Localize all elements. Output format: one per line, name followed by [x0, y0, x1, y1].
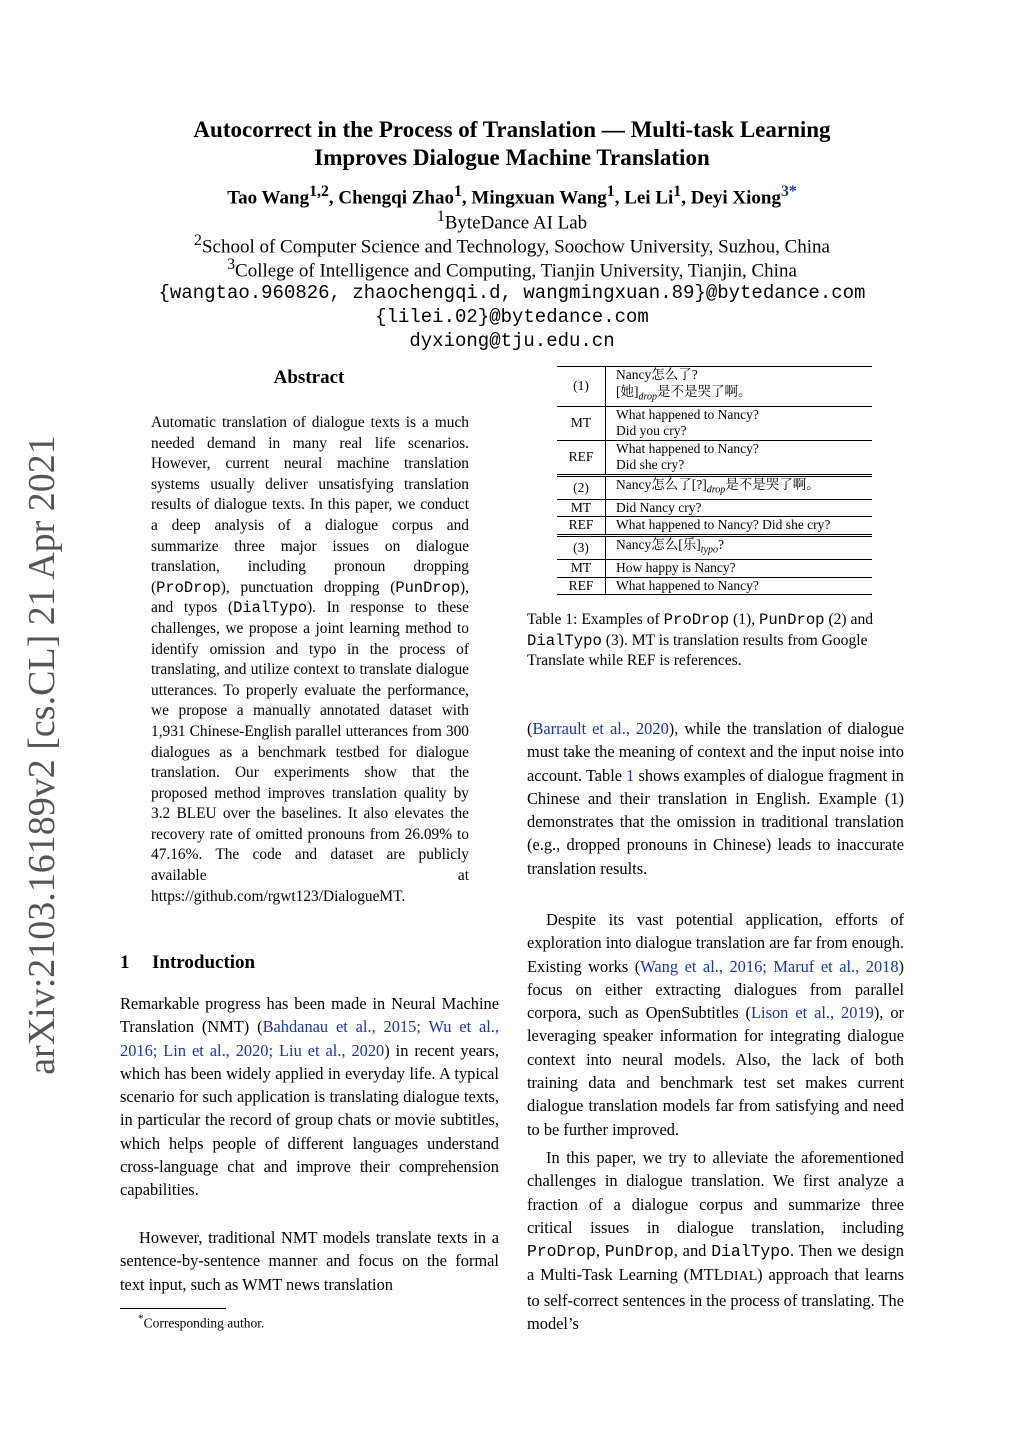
paragraph-text: In this paper, we try to alleviate the aforementioned challenges in dialogue translation. We first analyze a fraction of a dialogue corpus and summarize three critical issues in dialogue translation, including — [527, 1148, 904, 1237]
paragraph-text: ), or leveraging speaker information for integrating dialogue context into neural models. Also, the lack of both training data and benchmark test set makes current dialogue translation models far from satisfying and need to be further improved. — [527, 1003, 905, 1139]
paragraph-text: ) approach that learns to self-correct sentences in the process of translating. The model’s — [527, 1265, 905, 1334]
table-row — [557, 475, 872, 499]
term-pundrop: PunDrop — [759, 611, 825, 629]
row-content — [606, 406, 873, 440]
email-line-2: {lilei.02}@bytedance.com — [375, 306, 649, 328]
citation-link[interactable]: Wang et al., 2016 — [640, 956, 763, 976]
row-label: REF — [557, 577, 606, 595]
table-row — [557, 440, 872, 475]
footnote-mark: * — [138, 1313, 144, 1325]
paper-title — [120, 116, 904, 172]
subscript-tag: drop — [638, 391, 658, 403]
paragraph-text: , — [595, 1241, 605, 1261]
cell-line: Nancy怎么了? — [616, 367, 698, 382]
term-prodrop: ProDrop — [527, 1242, 596, 1262]
abstract-body — [151, 413, 469, 907]
affiliation-sup: 1 — [436, 208, 445, 225]
citation-link[interactable]: Liu et al., 2020 — [279, 1040, 385, 1060]
row-label: (3) — [557, 535, 606, 559]
footnote — [138, 1313, 264, 1332]
intro-paragraph-2: However, traditional NMT models translate texts in a sentence-by-sentence manner and focus on the formal text input, such as WMT news translation — [120, 1228, 499, 1294]
email-line-1: {wangtao.960826, zhaochengqi.d, wangmingxuan.89}@bytedance.com — [158, 282, 866, 304]
row-label: (1) — [557, 367, 606, 407]
citation-separator: ; — [268, 1040, 280, 1060]
affiliation-1 — [60, 208, 964, 234]
abstract-text: Automatic translation of dialogue texts is a much needed demand in many real life scenarios. However, current neural machine translation systems usually deliver unsatisfying translation results of dialogue texts. In this paper, we conduct a deep analysis of a dialogue corpus and summarize three major issues on dialogue translation, including pronoun dropping ( — [151, 414, 469, 596]
cell-line: Nancy怎么了[?] — [616, 476, 707, 492]
right-paragraph-1: (Barrault et al., 2020), while the translation of dialogue must take the meaning of context and the input noise into account. Table 1 shows examples of dialogue fragment in Chinese and their translation in English. Example (1) demonstrates that the omission in traditional translation (e.g., dropped pronouns in Chinese) leads to inaccurate translation results. — [527, 719, 904, 878]
table-row — [557, 535, 872, 559]
paragraph-text: ), while the translation of dialogue must take the meaning of context and the input noise into account. Table — [527, 719, 904, 785]
row-content: Did Nancy cry? — [606, 499, 873, 517]
email-line-3: dyxiong@tju.edu.cn — [409, 330, 615, 352]
row-content — [606, 367, 873, 407]
affiliation-sup: 3 — [227, 256, 236, 273]
paragraph-text: ) in recent years, which has been widely applied in everyday life. A typical scenario for such application is translating dialogue texts, in particular the record of group chats or movie subtitles, which helps people of different languages understand cross-language chat and improve their comprehension capabilities. — [120, 1040, 499, 1200]
title-line-2: Improves Dialogue Machine Translation — [314, 145, 710, 170]
row-label: MT — [557, 406, 606, 440]
table-ref-link[interactable]: 1 — [626, 765, 635, 785]
row-content — [606, 440, 873, 475]
cell-line: What happened to Nancy? — [616, 440, 759, 456]
row-content — [606, 475, 873, 499]
cell-line: What happened to Nancy? — [616, 406, 759, 422]
table-row — [557, 577, 872, 595]
footnote-rule — [120, 1308, 226, 1309]
row-content: What happened to Nancy? Did she cry? — [606, 517, 873, 536]
author-sup: 1,2 — [309, 183, 329, 200]
citation-separator: ; — [152, 1040, 164, 1060]
table-row — [557, 560, 872, 578]
row-label: REF — [557, 440, 606, 475]
citation-link[interactable]: Bahdanau et al., 2015 — [262, 1017, 417, 1037]
citation-link[interactable]: Wu et al., 2016 — [120, 1017, 500, 1060]
footnote-text: Corresponding author. — [143, 1315, 265, 1331]
table-caption — [527, 610, 905, 672]
table-row — [557, 406, 872, 440]
author-name: Chengqi Zhao — [338, 187, 454, 209]
row-content: What happened to Nancy? — [606, 577, 873, 595]
table-row — [557, 517, 872, 536]
section-heading-introduction — [120, 952, 255, 974]
row-label: (2) — [557, 475, 606, 499]
term-dialtypo: DialTypo — [711, 1242, 790, 1262]
author-list: Tao Wang$^{1,2}$, Chengqi Zhao$^1$, Mingxuan Wang$^1$, Lei Li$^1$, Deyi Xiong$^{3*}$ — [227, 183, 797, 209]
abstract-text: ). In response to these challenges, we propose a joint learning method to identify omission and typo in the process of translating, and utilize context to translate dialogue utterances. To properly evaluate the performance, we propose a manually annotated dataset with 1,931 Chinese-English parallel utterances from 300 dialogues as a benchmark testbed for dialogue translation. Our experiments show that the proposed method improves translation quality by 3.2 BLEU over the baselines. It also elevates the recovery rate of omitted pronouns from 26.09% to 47.16%. The code and dataset are publicly available at https://github.com/rgwt123/DialogueMT. — [151, 599, 469, 905]
term-pundrop: PunDrop — [395, 578, 461, 597]
right-paragraph-3 — [527, 1146, 904, 1335]
row-content — [606, 535, 873, 559]
cell-line: Nancy怎么[乐] — [616, 536, 701, 552]
citation-link[interactable]: Lison et al., 2019 — [751, 1003, 874, 1023]
cell-line: ? — [717, 536, 724, 552]
citation-link[interactable]: Lin et al., 2020 — [163, 1040, 269, 1060]
author-sup: 3* — [780, 183, 797, 200]
author-sup: 1 — [606, 183, 615, 200]
title-line-1: Autocorrect in the Process of Translation — Multi-task Learning — [193, 117, 831, 142]
affiliation-text: School of Computer Science and Technology, Soochow University, Suzhou, China — [201, 236, 830, 258]
paragraph-text: Remarkable progress has been made in Neural Machine Translation (NMT) ( — [120, 994, 499, 1037]
arxiv-id: arXiv:2103.16189v2 [cs.CL] 21 Apr 2021 — [21, 435, 63, 1075]
term-dialtypo: DialTypo — [527, 631, 602, 650]
citation-link[interactable]: Maruf et al., 2018 — [773, 956, 899, 976]
table-row — [557, 499, 872, 517]
subscript-tag: drop — [706, 484, 726, 496]
abstract-text: ), punctuation dropping ( — [220, 578, 396, 596]
row-content: How happy is Nancy? — [606, 560, 873, 578]
citation-separator: ; — [416, 1017, 429, 1037]
right-paragraph-2 — [527, 908, 904, 1141]
citation-link[interactable]: Barrault et al., 2020 — [532, 719, 669, 738]
cell-line: Did she cry? — [616, 457, 685, 473]
arxiv-sidebar — [18, 435, 66, 1075]
affiliation-sup: 2 — [194, 232, 202, 249]
author-sup: 1 — [454, 183, 462, 200]
term-prodrop: ProDrop — [663, 611, 730, 629]
caption-text: (1), — [729, 611, 760, 628]
author-name: Deyi Xiong — [690, 187, 781, 209]
affiliation-2 — [60, 232, 964, 258]
author-sup: 1 — [673, 183, 682, 200]
citation-separator: ; — [762, 956, 774, 976]
row-label: MT — [557, 499, 606, 517]
author-name: Mingxuan Wang — [471, 187, 607, 209]
subscript-tag: typo — [700, 544, 718, 556]
affiliation-text: College of Intelligence and Computing, Tianjin University, Tianjin, China — [235, 260, 797, 282]
author-name: Tao Wang — [227, 187, 310, 209]
section-number: 1 — [120, 952, 130, 973]
author-name: Lei Li — [624, 187, 674, 209]
paragraph-text: shows examples of dialogue fragment in Chinese and their translation in English. Example (1) demonstrates that the omission in traditional translation (e.g., dropped pronouns in Chinese) leads to inaccurate translation results. — [527, 765, 904, 878]
paragraph-text: Despite its vast potential application, efforts of exploration into dialogue translation are far from enough. Existing works ( — [527, 910, 904, 976]
small-caps-text: DIAL — [723, 1269, 758, 1285]
abstract-text: ), and typos ( — [151, 578, 469, 617]
cell-line: [她] — [616, 383, 639, 399]
cell-line: 是不是哭了啊。 — [657, 383, 752, 399]
term-dialtypo: DialTypo — [233, 599, 307, 618]
examples-table — [557, 366, 872, 595]
term-pundrop: PunDrop — [604, 1242, 674, 1262]
cell-line: Did you cry? — [616, 423, 687, 439]
affiliation-3 — [60, 256, 964, 282]
paragraph-text: . Then we design a Multi-Task Learning (MTL — [527, 1241, 904, 1285]
caption-text: (3). MT is translation results from Google Translate while REF is references. — [527, 631, 868, 670]
cell-line: 是不是哭了啊。 — [725, 476, 820, 492]
row-label: MT — [557, 560, 606, 578]
row-label: REF — [557, 517, 606, 536]
paragraph-text: ) focus on either extracting dialogues from parallel corpora, such as OpenSubtitles ( — [527, 956, 905, 1023]
term-prodrop: ProDrop — [156, 578, 221, 597]
table-row — [557, 367, 872, 407]
affiliation-text: ByteDance AI Lab — [444, 212, 588, 234]
paragraph-text: , and — [673, 1241, 712, 1261]
intro-paragraph-1 — [120, 992, 499, 1202]
section-title: Introduction — [152, 952, 256, 973]
caption-text: Table 1: Examples of — [527, 611, 664, 628]
caption-text: (2) and — [824, 611, 874, 628]
abstract-heading: Abstract — [273, 367, 345, 388]
